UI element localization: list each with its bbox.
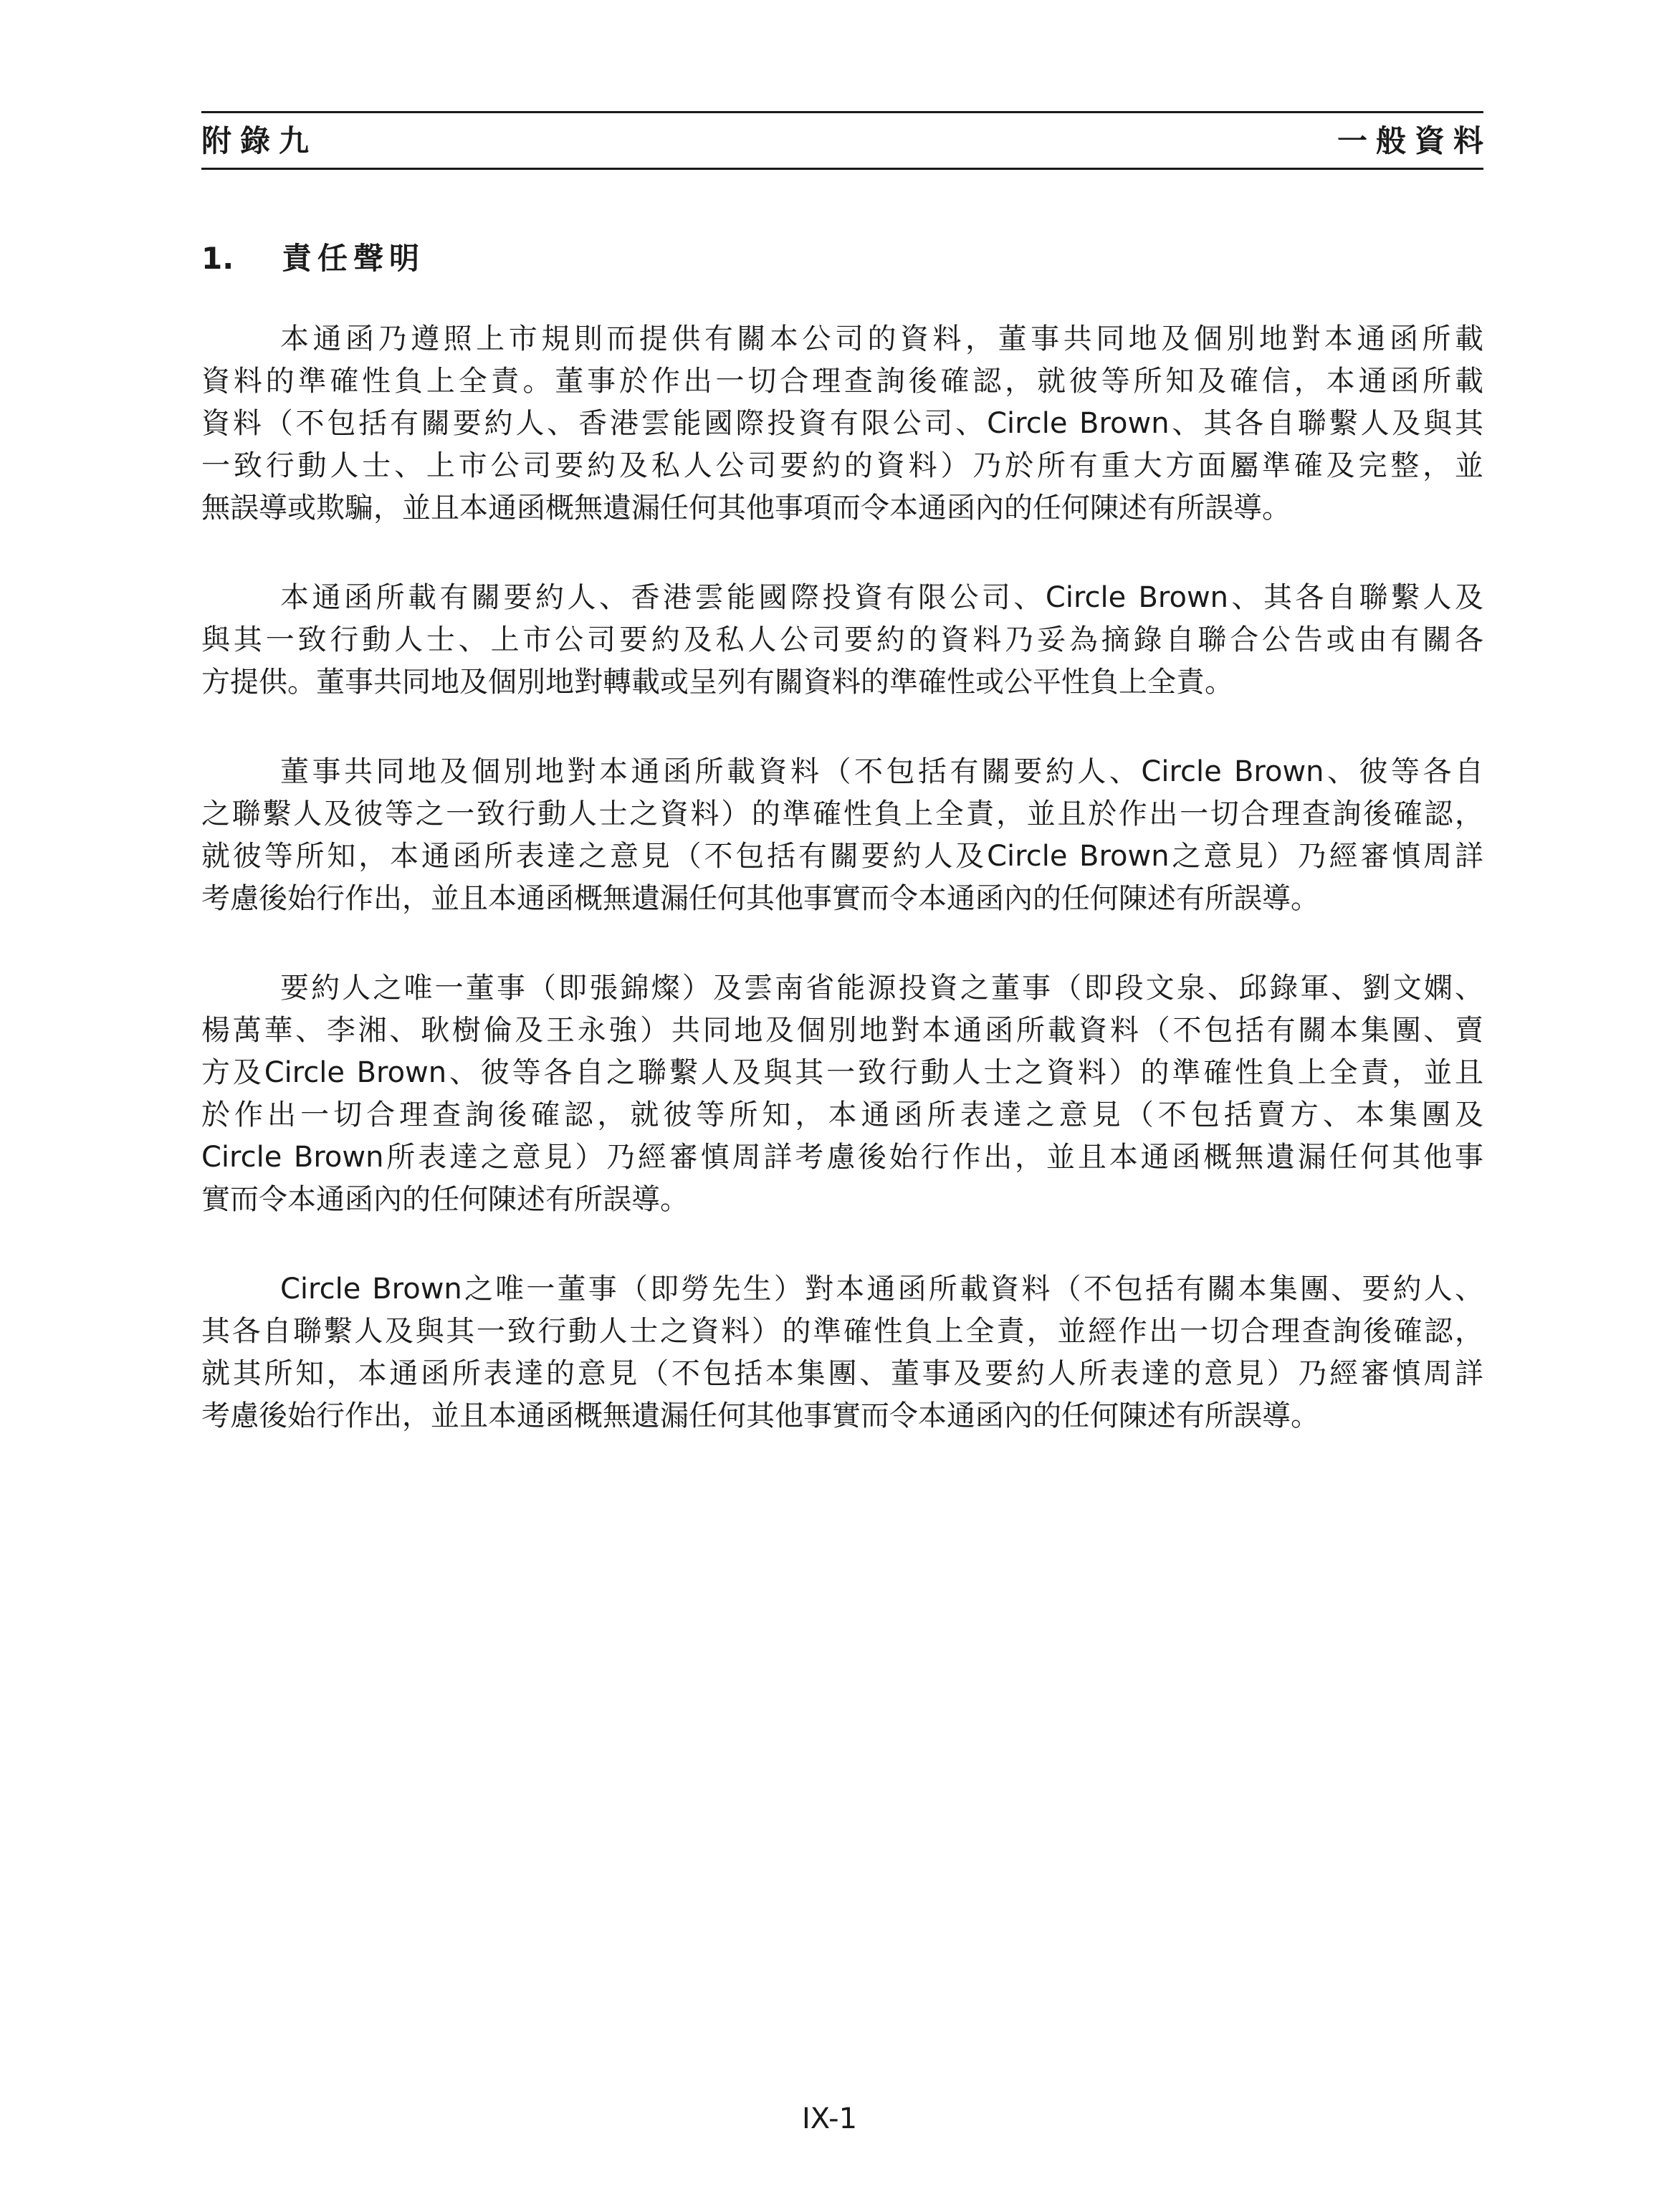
paragraph [201, 967, 1483, 1221]
section-title: 責任聲明 [282, 241, 426, 276]
paragraph-line: 資料的準確性負上全責。董事於作出一切合理查詢後確認，就彼等所知及確信，本通函所載 [201, 365, 1483, 398]
paragraph-line: 楊萬華、李湘、耿樹倫及王永強）共同地及個別地對本通函所載資料（不包括有關本集團、賣 [201, 1014, 1483, 1047]
paragraph-line: 方及Circle Brown、彼等各自之聯繫人及與其一致行動人士之資料）的準確性負上全責，並且 [201, 1056, 1483, 1089]
page-number: IX-1 [801, 2102, 858, 2135]
paragraph-line: 無誤導或欺騙，並且本通函概無遺漏任何其他事項而令本通函內的任何陳述有所誤導。 [201, 492, 1291, 525]
paragraph-line: 董事共同地及個別地對本通函所載資料（不包括有關要約人、Circle Brown、彼等各自 [280, 755, 1483, 788]
paragraph-line: 一致行動人士、上市公司要約及私人公司要約的資料）乃於所有重大方面屬準確及完整，並 [201, 449, 1483, 482]
paragraph-line: 就彼等所知，本通函所表達之意見（不包括有關要約人及Circle Brown之意見）乃經審慎周詳 [201, 840, 1483, 873]
paragraph [201, 318, 1483, 530]
paragraph-line: 實而令本通函內的任何陳述有所誤導。 [201, 1183, 689, 1216]
paragraph-line: 其各自聯繫人及與其一致行動人士之資料）的準確性負上全責，並經作出一切合理查詢後確認， [201, 1315, 1483, 1348]
section-heading [201, 241, 425, 277]
paragraph-line: 考慮後始行作出，並且本通函概無遺漏任何其他事實而令本通函內的任何陳述有所誤導。 [201, 1399, 1319, 1432]
paragraph-line: 與其一致行動人士、上市公司要約及私人公司要約的資料乃妥為摘錄自聯合公告或由有關各 [201, 623, 1483, 656]
body-text [201, 318, 1483, 1485]
appendix-label: 附錄九 [201, 123, 318, 158]
paragraph-line: 方提供。董事共同地及個別地對轉載或呈列有關資料的準確性或公平性負上全責。 [201, 666, 1233, 699]
paragraph [201, 577, 1483, 704]
paragraph [201, 1268, 1483, 1437]
paragraph-line: 於作出一切合理查詢後確認，就彼等所知，本通函所表達之意見（不包括賣方、本集團及 [201, 1098, 1483, 1131]
paragraph-line: 本通函所載有關要約人、香港雲能國際投資有限公司、Circle Brown、其各自聯繫人及 [280, 581, 1483, 614]
paragraph-line: 考慮後始行作出，並且本通函概無遺漏任何其他事實而令本通函內的任何陳述有所誤導。 [201, 882, 1319, 915]
page-header [201, 111, 1492, 170]
section-category: 一般資料 [1337, 123, 1492, 158]
paragraph-line: Circle Brown所表達之意見）乃經審慎周詳考慮後始行作出，並且本通函概無遺漏任何其他事 [201, 1141, 1483, 1174]
paragraph-line: 要約人之唯一董事（即張錦燦）及雲南省能源投資之董事（即段文泉、邱錄軍、劉文嫻、 [280, 972, 1483, 1005]
paragraph-line: 之聯繫人及彼等之一致行動人士之資料）的準確性負上全責，並且於作出一切合理查詢後確認， [201, 798, 1483, 830]
section-number: 1. [201, 241, 234, 276]
paragraph-line: Circle Brown之唯一董事（即勞先生）對本通函所載資料（不包括有關本集團、要約人、 [280, 1273, 1483, 1306]
paragraph [201, 751, 1483, 920]
paragraph-line: 資料（不包括有關要約人、香港雲能國際投資有限公司、Circle Brown、其各自聯繫人及與其 [201, 407, 1483, 440]
paragraph-line: 就其所知，本通函所表達的意見（不包括本集團、董事及要約人所表達的意見）乃經審慎周詳 [201, 1357, 1483, 1390]
paragraph-line: 本通函乃遵照上市規則而提供有關本公司的資料，董事共同地及個別地對本通函所載 [280, 322, 1483, 355]
